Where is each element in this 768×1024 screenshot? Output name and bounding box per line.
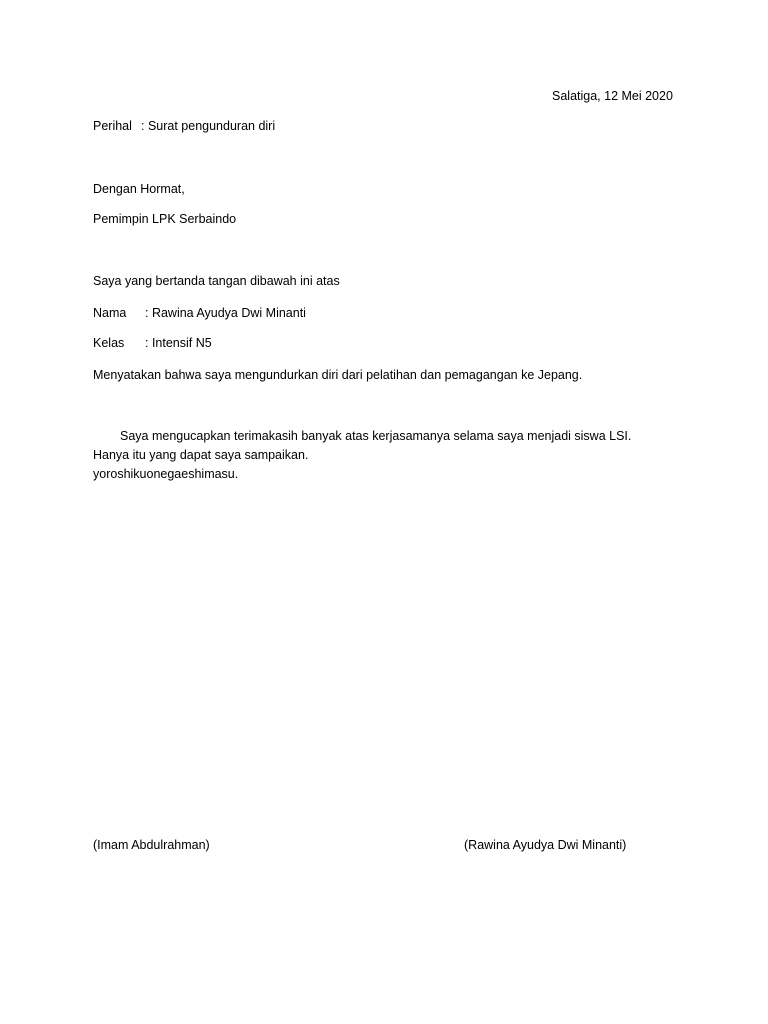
recipient: Pemimpin LPK Serbaindo	[93, 212, 237, 226]
closing-line-1	[93, 428, 631, 444]
intro-text: Saya yang bertanda tangan dibawah ini atas	[93, 274, 340, 288]
greeting: Dengan Hormat,	[93, 182, 185, 196]
statement-text: Menyatakan bahwa saya mengundurkan diri dari pelatihan dan pemagangan ke Jepang.	[93, 368, 583, 382]
closing-line-3: yoroshikuonegaeshimasu.	[93, 467, 239, 481]
signature-right: (Rawina Ayudya Dwi Minanti)	[464, 838, 627, 852]
closing-line-1-text: Saya mengucapkan terimakasih banyak atas kerjasamanya selama saya menjadi siswa LSI.	[120, 429, 632, 443]
field-class-value: : Intensif N5	[145, 336, 212, 350]
subject-label: Perihal	[93, 119, 132, 133]
field-name-label: Nama	[93, 306, 127, 320]
subject-line	[93, 118, 275, 134]
closing-line-2: Hanya itu yang dapat saya sampaikan.	[93, 448, 309, 462]
field-class	[93, 335, 212, 351]
signature-left: (Imam Abdulrahman)	[93, 838, 210, 852]
field-name-value: : Rawina Ayudya Dwi Minanti	[145, 306, 306, 320]
field-class-label: Kelas	[93, 336, 125, 350]
subject-value: : Surat pengunduran diri	[141, 119, 276, 133]
field-name	[93, 305, 306, 321]
place-date: Salatiga, 12 Mei 2020	[552, 89, 673, 103]
